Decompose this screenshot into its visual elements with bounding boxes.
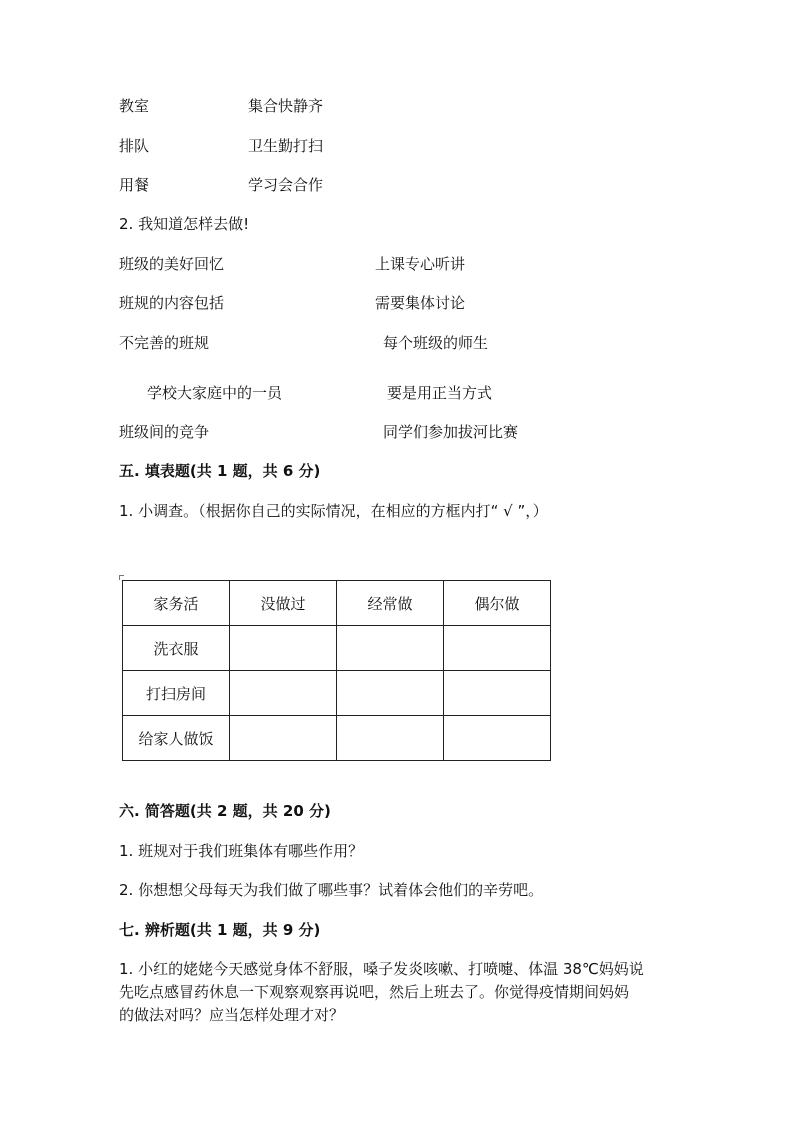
table-header-cell: 偶尔做 xyxy=(444,581,551,626)
table-row-label: 给家人做饭 xyxy=(123,716,230,761)
section7-question-line: 1. 小红的姥姥今天感觉身体不舒服，嗓子发炎咳嗽、打喷嚏、体温 38℃妈妈说 xyxy=(119,960,644,978)
table-checkbox-cell[interactable] xyxy=(444,671,551,716)
table-checkbox-cell[interactable] xyxy=(337,626,444,671)
match1-left-item: 用餐 xyxy=(119,176,150,194)
section5-heading: 五. 填表题(共 1 题，共 6 分) xyxy=(119,462,321,480)
section7-question xyxy=(119,958,679,1027)
table-checkbox-cell[interactable] xyxy=(444,716,551,761)
table-row-label: 洗衣服 xyxy=(123,626,230,671)
match1-right-item: 卫生勤打扫 xyxy=(248,137,324,155)
table-row xyxy=(123,671,551,716)
section6-heading: 六. 简答题(共 2 题，共 20 分) xyxy=(119,802,331,820)
table-row-label: 打扫房间 xyxy=(123,671,230,716)
table-checkbox-cell[interactable] xyxy=(230,626,337,671)
table-header-cell: 没做过 xyxy=(230,581,337,626)
section6-question: 1. 班规对于我们班集体有哪些作用？ xyxy=(119,842,364,860)
match1-left-item: 教室 xyxy=(119,97,150,115)
q2-left-item: 不完善的班规 xyxy=(119,334,210,352)
q2-left-item: 班级间的竞争 xyxy=(119,423,210,441)
match1-right-item: 集合快静齐 xyxy=(248,97,324,115)
table-checkbox-cell[interactable] xyxy=(337,671,444,716)
table-row xyxy=(123,716,551,761)
section5-question: 1. 小调查。（根据你自己的实际情况，在相应的方框内打“ √ ”，） xyxy=(119,502,548,520)
table-checkbox-cell[interactable] xyxy=(444,626,551,671)
table-checkbox-cell[interactable] xyxy=(230,671,337,716)
table-header-cell: 经常做 xyxy=(337,581,444,626)
section7-question-line: 先吃点感冒药休息一下观察观察再说吧，然后上班去了。你觉得疫情期间妈妈 xyxy=(119,983,630,1001)
match1-right-item: 学习会合作 xyxy=(248,176,324,194)
q2-right-item: 每个班级的师生 xyxy=(383,334,489,352)
q2-right-item: 需要集体讨论 xyxy=(375,294,466,312)
q2-right-item: 同学们参加拔河比赛 xyxy=(383,423,519,441)
table-checkbox-cell[interactable] xyxy=(230,716,337,761)
table-header-cell: 家务活 xyxy=(123,581,230,626)
q2-left-item: 班规的内容包括 xyxy=(119,294,225,312)
table-checkbox-cell[interactable] xyxy=(337,716,444,761)
q2-right-item: 要是用正当方式 xyxy=(387,384,493,402)
section7-heading: 七. 辨析题(共 1 题，共 9 分) xyxy=(119,921,321,939)
q2-left-item: 学校大家庭中的一员 xyxy=(147,384,283,402)
q2-title: 2. 我知道怎样去做! xyxy=(119,215,250,233)
q2-right-item: 上课专心听讲 xyxy=(375,255,466,273)
table-row xyxy=(123,626,551,671)
table-header-row xyxy=(123,581,551,626)
section6-question: 2. 你想想父母每天为我们做了哪些事？试着体会他们的辛劳吧。 xyxy=(119,881,544,899)
q2-left-item: 班级的美好回忆 xyxy=(119,255,225,273)
match1-left-item: 排队 xyxy=(119,137,150,155)
section7-question-line: 的做法对吗？应当怎样处理才对？ xyxy=(119,1006,345,1024)
survey-table xyxy=(122,580,551,761)
